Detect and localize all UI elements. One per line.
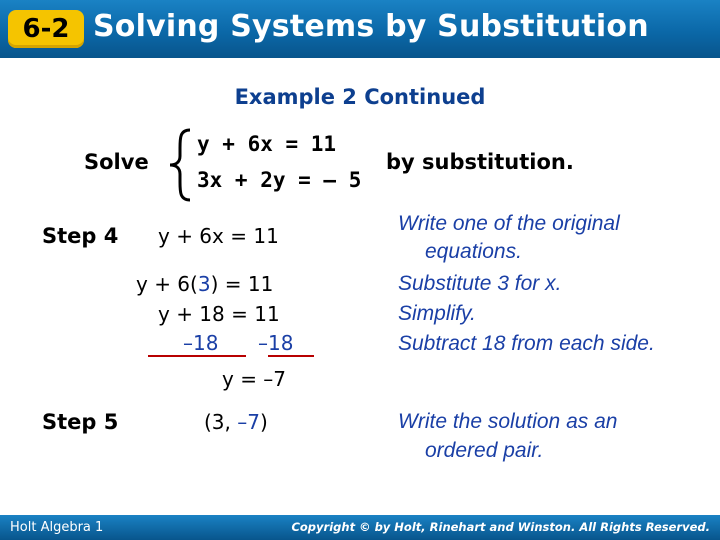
step4-note-1b: equations.: [425, 240, 522, 263]
lesson-title: Solving Systems by Substitution: [93, 9, 649, 44]
instruction-text: by substitution.: [386, 150, 574, 174]
lesson-number: 6-2: [22, 14, 70, 44]
header-bar: [0, 0, 720, 58]
line2-suffix: ) = 11: [210, 272, 274, 296]
footer-bar: [0, 515, 720, 540]
substituted-value: 3: [197, 272, 211, 296]
underline-left: [148, 355, 246, 357]
subtract-left: –18: [183, 331, 219, 355]
step4-note-4: Subtract 18 from each side.: [398, 332, 655, 355]
step4-line3: y + 18 = 11: [158, 302, 280, 326]
subtract-right: –18: [258, 331, 294, 355]
solve-label: Solve: [84, 150, 149, 174]
underline-right: [268, 355, 314, 357]
example-subtitle: Example 2 Continued: [234, 85, 486, 109]
system-equation-2: 3x + 2y = – 5: [197, 168, 362, 192]
solution-y: –7: [237, 410, 260, 434]
solution-open: (3,: [204, 410, 238, 434]
step4-line1: y + 6x = 11: [158, 224, 279, 248]
line2-prefix: y + 6(: [136, 272, 198, 296]
step5-note-2: ordered pair.: [425, 439, 544, 462]
step4-line2: [136, 272, 273, 296]
step4-label: Step 4: [42, 224, 119, 248]
step5-note-1: Write the solution as an: [398, 410, 618, 433]
lesson-badge: [8, 10, 84, 48]
step4-note-2: Substitute 3 for x.: [398, 272, 562, 295]
step5-label: Step 5: [42, 410, 119, 434]
footer-copyright: Copyright © by Holt, Rinehart and Winston. All Rights Reserved.: [291, 520, 710, 534]
brace-icon: [168, 128, 198, 202]
solution-close: ): [259, 410, 268, 434]
step5-solution: [204, 410, 268, 434]
step4-result: y = –7: [222, 367, 287, 391]
system-equation-1: y + 6x = 11: [197, 132, 337, 156]
step4-note-3: Simplify.: [398, 302, 476, 325]
footer-book-title: Holt Algebra 1: [10, 520, 104, 535]
step4-note-1: Write one of the original: [398, 212, 620, 235]
